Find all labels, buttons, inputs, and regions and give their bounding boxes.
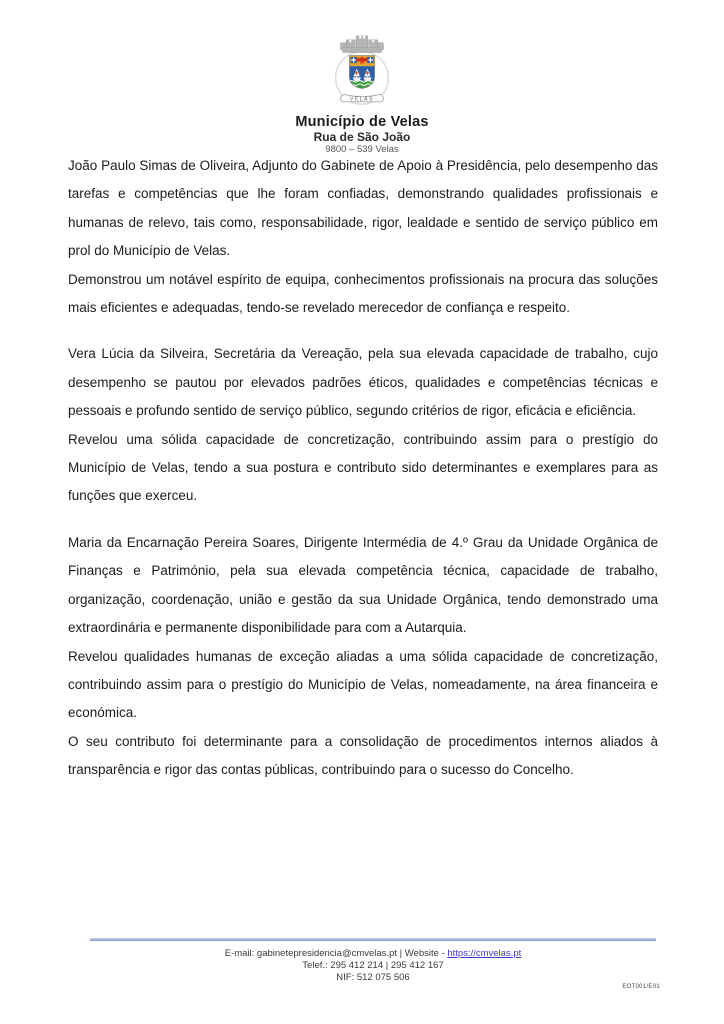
document-body [68,152,658,785]
commendation-block-maria [68,529,658,785]
shield-icon [349,55,374,90]
mural-crown-icon [341,36,384,53]
footer [90,948,656,984]
municipality-postal: 9800 – 539 Velas [325,144,399,155]
footer-email: E-mail: gabinetepresidencia@cmvelas.pt | Website - [224,948,448,959]
municipality-address: Rua de São João [313,130,411,144]
footer-divider [90,938,656,941]
municipality-name: Município de Velas [295,114,429,130]
footer-website-link[interactable]: https://cmvelas.pt [447,948,522,959]
banner-text: VELAS [349,96,375,103]
paragraph: Maria da Encarnação Pereira Soares, Dirigente Intermédia de 4.º Grau da Unidade Orgânica de Finanças e Património, pela sua elevada competência técnica, capacidade de trabalho, organização, coordenação, união e gestão da sua Unidade Orgânica, tendo demonstrado uma extraordinária e permanente disponibilidade para com a Autarquia. [68,534,658,636]
commendation-block-joao [68,152,658,322]
document-code: EOT001/E01 [622,984,660,990]
letterhead [0,34,724,155]
paragraph: Vera Lúcia da Silveira, Secretária da Vereação, pela sua elevada capacidade de trabalho, cujo desempenho se pautou por elevados padrões éticos, qualidades e competências técnicas e pessoais e profundo sentido de serviço público, segundo critérios de rigor, eficácia e eficiência. [68,346,658,419]
paragraph: Revelou uma sólida capacidade de concretização, contribuindo assim para o prestígio do Município de Velas, tendo a sua postura e contributo sido determinantes e exemplares para as funções que exerceu. [68,431,658,504]
municipal-crest-icon [320,34,404,112]
footer-phone-line: Telef.: 295 412 214 | 295 412 167 [302,960,444,971]
paragraph: O seu contributo foi determinante para a consolidação de procedimentos internos aliados à transparência e rigor das contas públicas, contribuindo para o sucesso do Concelho. [68,733,658,778]
paragraph: Demonstrou um notável espírito de equipa, conhecimentos profissionais na procura das soluções mais eficientes e adequadas, tendo-se revelado merecedor de confiança e respeito. [68,271,658,316]
paragraph: João Paulo Simas de Oliveira, Adjunto do Gabinete de Apoio à Presidência, pelo desempenho das tarefas e competências que lhe foram confiadas, demonstrando qualidades profissionais e humanas de relevo, tais como, responsabilidade, rigor, lealdade e sentido de serviço público em prol do Município de Velas. [68,158,658,259]
commendation-block-vera [68,340,658,510]
footer-contact-line [90,948,656,960]
paragraph: Revelou qualidades humanas de exceção aliadas a uma sólida capacidade de concretização, contribuindo assim para o prestígio do Município de Velas, nomeadamente, na área financeira e económica. [68,648,658,721]
banner-scroll-icon [341,94,384,102]
footer-nif-line: NIF: 512 075 506 [336,972,410,983]
